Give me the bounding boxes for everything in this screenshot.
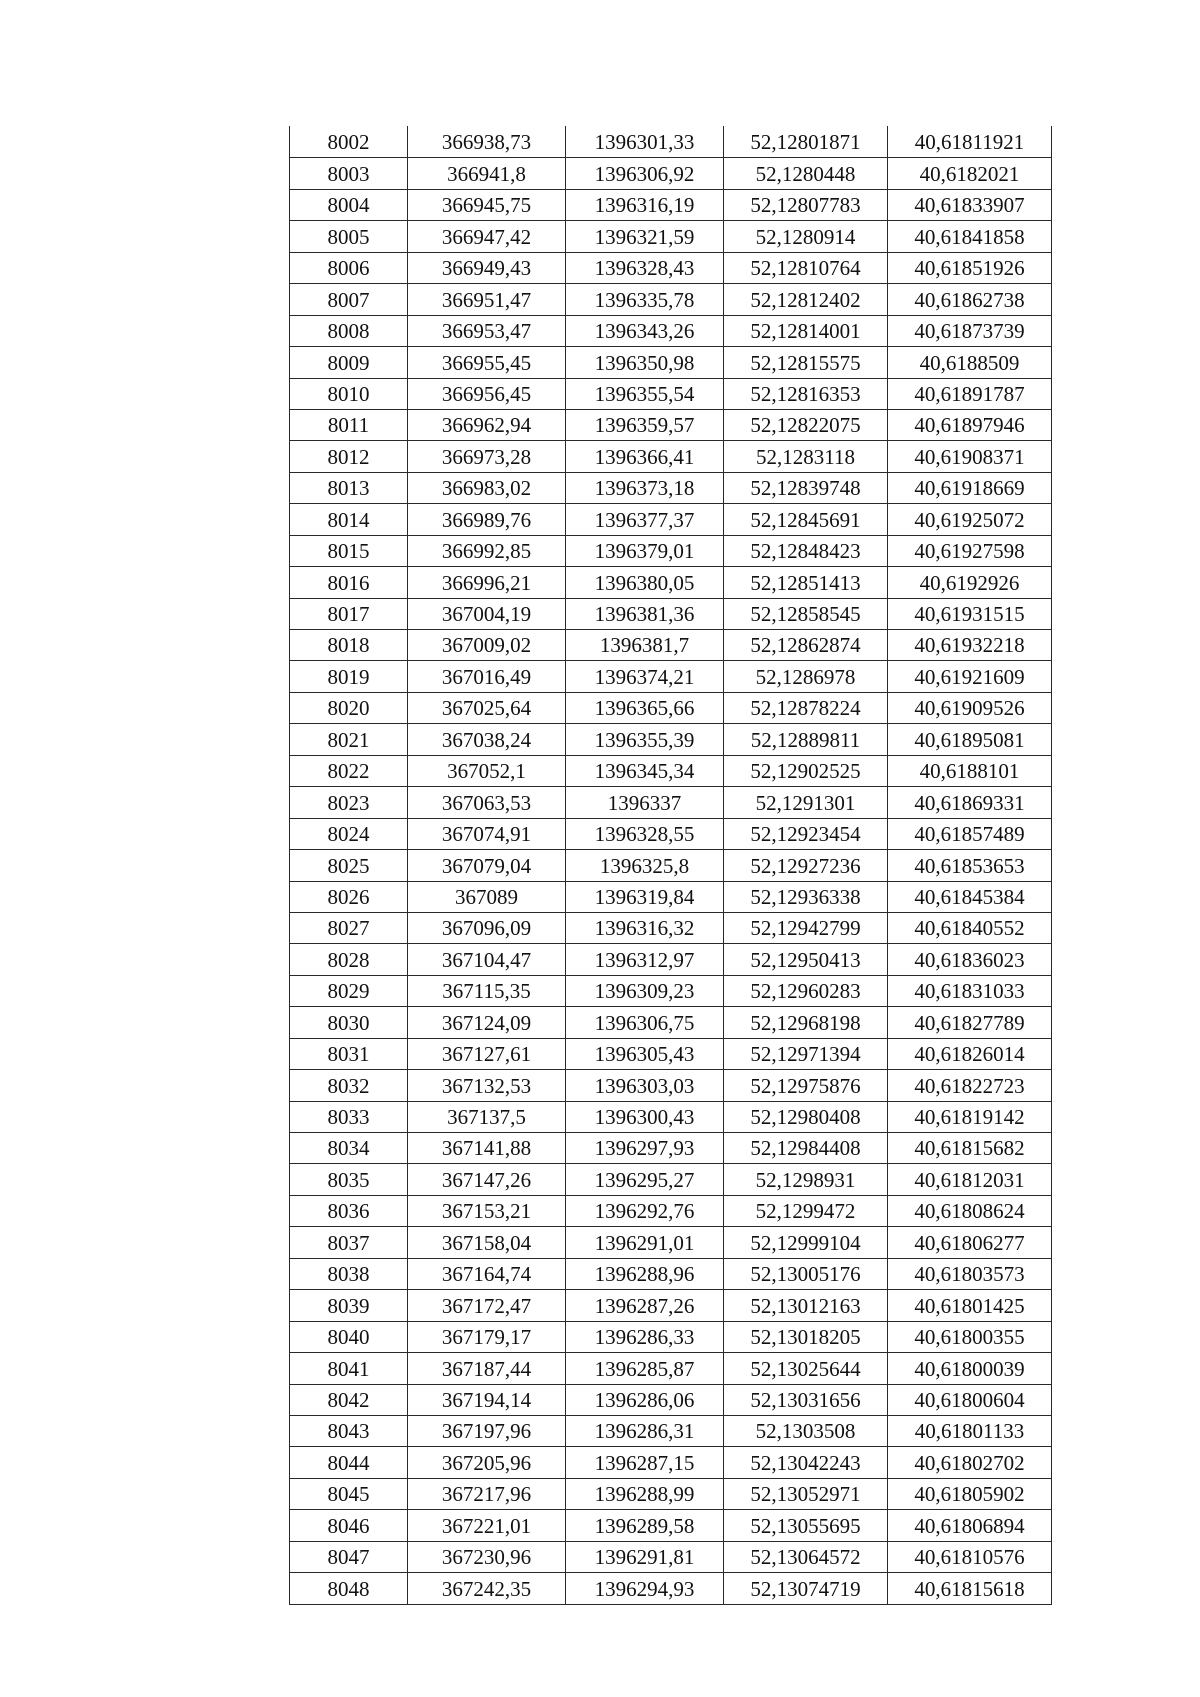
x-coordinate-cell: 367217,96 xyxy=(408,1478,566,1509)
y-coordinate-cell: 1396337 xyxy=(566,787,724,818)
coordinates-table xyxy=(289,126,1052,1605)
point-number-cell: 8048 xyxy=(290,1573,408,1604)
point-number-cell: 8041 xyxy=(290,1353,408,1384)
x-coordinate-cell: 367132,53 xyxy=(408,1070,566,1101)
table-row xyxy=(290,1070,1052,1101)
x-coordinate-cell: 367016,49 xyxy=(408,661,566,692)
point-number-cell: 8026 xyxy=(290,881,408,912)
y-coordinate-cell: 1396286,31 xyxy=(566,1415,724,1446)
point-number-cell: 8044 xyxy=(290,1447,408,1478)
longitude-cell: 40,61801425 xyxy=(888,1290,1052,1321)
y-coordinate-cell: 1396287,26 xyxy=(566,1290,724,1321)
longitude-cell: 40,61801133 xyxy=(888,1415,1052,1446)
table-row xyxy=(290,1541,1052,1572)
y-coordinate-cell: 1396328,43 xyxy=(566,252,724,283)
table-row xyxy=(290,1133,1052,1164)
longitude-cell: 40,61897946 xyxy=(888,409,1052,440)
latitude-cell: 52,1280914 xyxy=(724,221,888,252)
x-coordinate-cell: 366983,02 xyxy=(408,472,566,503)
longitude-cell: 40,61921609 xyxy=(888,661,1052,692)
longitude-cell: 40,61851926 xyxy=(888,252,1052,283)
point-number-cell: 8003 xyxy=(290,158,408,189)
latitude-cell: 52,12810764 xyxy=(724,252,888,283)
longitude-cell: 40,6182021 xyxy=(888,158,1052,189)
point-number-cell: 8045 xyxy=(290,1478,408,1509)
latitude-cell: 52,13064572 xyxy=(724,1541,888,1572)
table-row xyxy=(290,787,1052,818)
latitude-cell: 52,12807783 xyxy=(724,189,888,220)
y-coordinate-cell: 1396294,93 xyxy=(566,1573,724,1604)
table-row xyxy=(290,567,1052,598)
x-coordinate-cell: 367063,53 xyxy=(408,787,566,818)
y-coordinate-cell: 1396381,36 xyxy=(566,598,724,629)
x-coordinate-cell: 367187,44 xyxy=(408,1353,566,1384)
longitude-cell: 40,61803573 xyxy=(888,1258,1052,1289)
x-coordinate-cell: 366992,85 xyxy=(408,535,566,566)
table-row xyxy=(290,441,1052,472)
x-coordinate-cell: 367089 xyxy=(408,881,566,912)
point-number-cell: 8007 xyxy=(290,284,408,315)
y-coordinate-cell: 1396373,18 xyxy=(566,472,724,503)
point-number-cell: 8018 xyxy=(290,630,408,661)
table-row xyxy=(290,818,1052,849)
latitude-cell: 52,12902525 xyxy=(724,755,888,786)
latitude-cell: 52,12923454 xyxy=(724,818,888,849)
latitude-cell: 52,12936338 xyxy=(724,881,888,912)
point-number-cell: 8014 xyxy=(290,504,408,535)
x-coordinate-cell: 367137,5 xyxy=(408,1101,566,1132)
x-coordinate-cell: 367172,47 xyxy=(408,1290,566,1321)
y-coordinate-cell: 1396297,93 xyxy=(566,1133,724,1164)
x-coordinate-cell: 367164,74 xyxy=(408,1258,566,1289)
table-row xyxy=(290,378,1052,409)
latitude-cell: 52,1303508 xyxy=(724,1415,888,1446)
point-number-cell: 8013 xyxy=(290,472,408,503)
latitude-cell: 52,12845691 xyxy=(724,504,888,535)
latitude-cell: 52,12878224 xyxy=(724,692,888,723)
point-number-cell: 8022 xyxy=(290,755,408,786)
point-number-cell: 8004 xyxy=(290,189,408,220)
table-row xyxy=(290,1573,1052,1604)
point-number-cell: 8017 xyxy=(290,598,408,629)
x-coordinate-cell: 367153,21 xyxy=(408,1195,566,1226)
table-row xyxy=(290,535,1052,566)
table-row xyxy=(290,347,1052,378)
latitude-cell: 52,1299472 xyxy=(724,1195,888,1226)
x-coordinate-cell: 367009,02 xyxy=(408,630,566,661)
x-coordinate-cell: 367158,04 xyxy=(408,1227,566,1258)
point-number-cell: 8047 xyxy=(290,1541,408,1572)
longitude-cell: 40,61831033 xyxy=(888,975,1052,1006)
x-coordinate-cell: 367221,01 xyxy=(408,1510,566,1541)
longitude-cell: 40,61800604 xyxy=(888,1384,1052,1415)
longitude-cell: 40,61833907 xyxy=(888,189,1052,220)
latitude-cell: 52,13031656 xyxy=(724,1384,888,1415)
longitude-cell: 40,61811921 xyxy=(888,127,1052,158)
latitude-cell: 52,12851413 xyxy=(724,567,888,598)
latitude-cell: 52,12814001 xyxy=(724,315,888,346)
longitude-cell: 40,61853653 xyxy=(888,850,1052,881)
point-number-cell: 8009 xyxy=(290,347,408,378)
x-coordinate-cell: 367197,96 xyxy=(408,1415,566,1446)
point-number-cell: 8046 xyxy=(290,1510,408,1541)
x-coordinate-cell: 366949,43 xyxy=(408,252,566,283)
table-row xyxy=(290,1384,1052,1415)
y-coordinate-cell: 1396316,32 xyxy=(566,912,724,943)
y-coordinate-cell: 1396345,34 xyxy=(566,755,724,786)
table-row xyxy=(290,850,1052,881)
y-coordinate-cell: 1396306,75 xyxy=(566,1007,724,1038)
latitude-cell: 52,12848423 xyxy=(724,535,888,566)
latitude-cell: 52,12862874 xyxy=(724,630,888,661)
longitude-cell: 40,61827789 xyxy=(888,1007,1052,1038)
x-coordinate-cell: 367147,26 xyxy=(408,1164,566,1195)
y-coordinate-cell: 1396285,87 xyxy=(566,1353,724,1384)
latitude-cell: 52,12984408 xyxy=(724,1133,888,1164)
y-coordinate-cell: 1396289,58 xyxy=(566,1510,724,1541)
latitude-cell: 52,13074719 xyxy=(724,1573,888,1604)
x-coordinate-cell: 366947,42 xyxy=(408,221,566,252)
point-number-cell: 8002 xyxy=(290,127,408,158)
x-coordinate-cell: 367194,14 xyxy=(408,1384,566,1415)
table-row xyxy=(290,912,1052,943)
x-coordinate-cell: 366996,21 xyxy=(408,567,566,598)
table-row xyxy=(290,1164,1052,1195)
y-coordinate-cell: 1396379,01 xyxy=(566,535,724,566)
y-coordinate-cell: 1396288,99 xyxy=(566,1478,724,1509)
x-coordinate-cell: 367074,91 xyxy=(408,818,566,849)
x-coordinate-cell: 367124,09 xyxy=(408,1007,566,1038)
point-number-cell: 8011 xyxy=(290,409,408,440)
longitude-cell: 40,61869331 xyxy=(888,787,1052,818)
longitude-cell: 40,61927598 xyxy=(888,535,1052,566)
point-number-cell: 8019 xyxy=(290,661,408,692)
longitude-cell: 40,61815682 xyxy=(888,1133,1052,1164)
y-coordinate-cell: 1396286,06 xyxy=(566,1384,724,1415)
longitude-cell: 40,61932218 xyxy=(888,630,1052,661)
latitude-cell: 52,12968198 xyxy=(724,1007,888,1038)
x-coordinate-cell: 367179,17 xyxy=(408,1321,566,1352)
table-row xyxy=(290,1510,1052,1541)
coordinates-table-body xyxy=(290,127,1052,1605)
y-coordinate-cell: 1396321,59 xyxy=(566,221,724,252)
table-row xyxy=(290,1415,1052,1446)
latitude-cell: 52,13055695 xyxy=(724,1510,888,1541)
longitude-cell: 40,6188509 xyxy=(888,347,1052,378)
x-coordinate-cell: 366956,45 xyxy=(408,378,566,409)
point-number-cell: 8033 xyxy=(290,1101,408,1132)
table-row xyxy=(290,189,1052,220)
latitude-cell: 52,12815575 xyxy=(724,347,888,378)
y-coordinate-cell: 1396292,76 xyxy=(566,1195,724,1226)
table-row xyxy=(290,284,1052,315)
table-row xyxy=(290,504,1052,535)
latitude-cell: 52,12971394 xyxy=(724,1038,888,1069)
table-row xyxy=(290,409,1052,440)
y-coordinate-cell: 1396377,37 xyxy=(566,504,724,535)
latitude-cell: 52,13052971 xyxy=(724,1478,888,1509)
table-row xyxy=(290,1227,1052,1258)
latitude-cell: 52,12816353 xyxy=(724,378,888,409)
point-number-cell: 8032 xyxy=(290,1070,408,1101)
latitude-cell: 52,12889811 xyxy=(724,724,888,755)
latitude-cell: 52,13005176 xyxy=(724,1258,888,1289)
latitude-cell: 52,12950413 xyxy=(724,944,888,975)
y-coordinate-cell: 1396374,21 xyxy=(566,661,724,692)
table-row xyxy=(290,598,1052,629)
x-coordinate-cell: 366962,94 xyxy=(408,409,566,440)
point-number-cell: 8023 xyxy=(290,787,408,818)
point-number-cell: 8020 xyxy=(290,692,408,723)
longitude-cell: 40,6188101 xyxy=(888,755,1052,786)
table-row xyxy=(290,1195,1052,1226)
y-coordinate-cell: 1396365,66 xyxy=(566,692,724,723)
longitude-cell: 40,61812031 xyxy=(888,1164,1052,1195)
latitude-cell: 52,12960283 xyxy=(724,975,888,1006)
table-row xyxy=(290,944,1052,975)
table-row xyxy=(290,1101,1052,1132)
x-coordinate-cell: 367230,96 xyxy=(408,1541,566,1572)
longitude-cell: 40,61836023 xyxy=(888,944,1052,975)
x-coordinate-cell: 366955,45 xyxy=(408,347,566,378)
point-number-cell: 8039 xyxy=(290,1290,408,1321)
point-number-cell: 8021 xyxy=(290,724,408,755)
x-coordinate-cell: 366989,76 xyxy=(408,504,566,535)
table-row xyxy=(290,975,1052,1006)
longitude-cell: 40,61918669 xyxy=(888,472,1052,503)
point-number-cell: 8031 xyxy=(290,1038,408,1069)
table-row xyxy=(290,1007,1052,1038)
table-row xyxy=(290,1321,1052,1352)
point-number-cell: 8030 xyxy=(290,1007,408,1038)
latitude-cell: 52,12942799 xyxy=(724,912,888,943)
table-row xyxy=(290,315,1052,346)
x-coordinate-cell: 367038,24 xyxy=(408,724,566,755)
table-row xyxy=(290,755,1052,786)
longitude-cell: 40,61826014 xyxy=(888,1038,1052,1069)
y-coordinate-cell: 1396300,43 xyxy=(566,1101,724,1132)
latitude-cell: 52,12980408 xyxy=(724,1101,888,1132)
point-number-cell: 8024 xyxy=(290,818,408,849)
x-coordinate-cell: 367096,09 xyxy=(408,912,566,943)
table-row xyxy=(290,724,1052,755)
point-number-cell: 8029 xyxy=(290,975,408,1006)
longitude-cell: 40,61800039 xyxy=(888,1353,1052,1384)
point-number-cell: 8010 xyxy=(290,378,408,409)
latitude-cell: 52,12999104 xyxy=(724,1227,888,1258)
y-coordinate-cell: 1396381,7 xyxy=(566,630,724,661)
longitude-cell: 40,61873739 xyxy=(888,315,1052,346)
point-number-cell: 8008 xyxy=(290,315,408,346)
point-number-cell: 8015 xyxy=(290,535,408,566)
point-number-cell: 8006 xyxy=(290,252,408,283)
longitude-cell: 40,61862738 xyxy=(888,284,1052,315)
latitude-cell: 52,12822075 xyxy=(724,409,888,440)
y-coordinate-cell: 1396319,84 xyxy=(566,881,724,912)
longitude-cell: 40,61808624 xyxy=(888,1195,1052,1226)
latitude-cell: 52,12812402 xyxy=(724,284,888,315)
table-row xyxy=(290,661,1052,692)
table-row xyxy=(290,252,1052,283)
longitude-cell: 40,61815618 xyxy=(888,1573,1052,1604)
latitude-cell: 52,13042243 xyxy=(724,1447,888,1478)
longitude-cell: 40,61891787 xyxy=(888,378,1052,409)
latitude-cell: 52,12975876 xyxy=(724,1070,888,1101)
y-coordinate-cell: 1396309,23 xyxy=(566,975,724,1006)
table-row xyxy=(290,1353,1052,1384)
y-coordinate-cell: 1396295,27 xyxy=(566,1164,724,1195)
longitude-cell: 40,61822723 xyxy=(888,1070,1052,1101)
x-coordinate-cell: 367079,04 xyxy=(408,850,566,881)
longitude-cell: 40,61925072 xyxy=(888,504,1052,535)
latitude-cell: 52,1283118 xyxy=(724,441,888,472)
latitude-cell: 52,13018205 xyxy=(724,1321,888,1352)
longitude-cell: 40,61805902 xyxy=(888,1478,1052,1509)
table-row xyxy=(290,1258,1052,1289)
table-row xyxy=(290,221,1052,252)
latitude-cell: 52,1291301 xyxy=(724,787,888,818)
longitude-cell: 40,61800355 xyxy=(888,1321,1052,1352)
point-number-cell: 8035 xyxy=(290,1164,408,1195)
point-number-cell: 8016 xyxy=(290,567,408,598)
x-coordinate-cell: 366941,8 xyxy=(408,158,566,189)
x-coordinate-cell: 367242,35 xyxy=(408,1573,566,1604)
y-coordinate-cell: 1396291,01 xyxy=(566,1227,724,1258)
y-coordinate-cell: 1396291,81 xyxy=(566,1541,724,1572)
y-coordinate-cell: 1396350,98 xyxy=(566,347,724,378)
latitude-cell: 52,1280448 xyxy=(724,158,888,189)
point-number-cell: 8025 xyxy=(290,850,408,881)
point-number-cell: 8012 xyxy=(290,441,408,472)
point-number-cell: 8042 xyxy=(290,1384,408,1415)
y-coordinate-cell: 1396316,19 xyxy=(566,189,724,220)
x-coordinate-cell: 367205,96 xyxy=(408,1447,566,1478)
longitude-cell: 40,61857489 xyxy=(888,818,1052,849)
longitude-cell: 40,61841858 xyxy=(888,221,1052,252)
y-coordinate-cell: 1396366,41 xyxy=(566,441,724,472)
longitude-cell: 40,61908371 xyxy=(888,441,1052,472)
y-coordinate-cell: 1396325,8 xyxy=(566,850,724,881)
table-row xyxy=(290,630,1052,661)
latitude-cell: 52,12927236 xyxy=(724,850,888,881)
x-coordinate-cell: 367115,35 xyxy=(408,975,566,1006)
latitude-cell: 52,13012163 xyxy=(724,1290,888,1321)
latitude-cell: 52,1298931 xyxy=(724,1164,888,1195)
x-coordinate-cell: 366951,47 xyxy=(408,284,566,315)
point-number-cell: 8043 xyxy=(290,1415,408,1446)
table-row xyxy=(290,1447,1052,1478)
x-coordinate-cell: 366973,28 xyxy=(408,441,566,472)
table-row xyxy=(290,1290,1052,1321)
point-number-cell: 8034 xyxy=(290,1133,408,1164)
longitude-cell: 40,61895081 xyxy=(888,724,1052,755)
x-coordinate-cell: 366945,75 xyxy=(408,189,566,220)
longitude-cell: 40,6192926 xyxy=(888,567,1052,598)
point-number-cell: 8037 xyxy=(290,1227,408,1258)
longitude-cell: 40,61802702 xyxy=(888,1447,1052,1478)
latitude-cell: 52,12858545 xyxy=(724,598,888,629)
point-number-cell: 8028 xyxy=(290,944,408,975)
point-number-cell: 8040 xyxy=(290,1321,408,1352)
longitude-cell: 40,61806277 xyxy=(888,1227,1052,1258)
y-coordinate-cell: 1396328,55 xyxy=(566,818,724,849)
point-number-cell: 8038 xyxy=(290,1258,408,1289)
y-coordinate-cell: 1396355,39 xyxy=(566,724,724,755)
table-row xyxy=(290,127,1052,158)
latitude-cell: 52,12839748 xyxy=(724,472,888,503)
longitude-cell: 40,61810576 xyxy=(888,1541,1052,1572)
table-row xyxy=(290,472,1052,503)
y-coordinate-cell: 1396301,33 xyxy=(566,127,724,158)
y-coordinate-cell: 1396287,15 xyxy=(566,1447,724,1478)
x-coordinate-cell: 367127,61 xyxy=(408,1038,566,1069)
y-coordinate-cell: 1396306,92 xyxy=(566,158,724,189)
y-coordinate-cell: 1396343,26 xyxy=(566,315,724,346)
table-row xyxy=(290,881,1052,912)
y-coordinate-cell: 1396355,54 xyxy=(566,378,724,409)
table-row xyxy=(290,692,1052,723)
x-coordinate-cell: 367025,64 xyxy=(408,692,566,723)
longitude-cell: 40,61931515 xyxy=(888,598,1052,629)
y-coordinate-cell: 1396380,05 xyxy=(566,567,724,598)
y-coordinate-cell: 1396335,78 xyxy=(566,284,724,315)
latitude-cell: 52,12801871 xyxy=(724,127,888,158)
longitude-cell: 40,61806894 xyxy=(888,1510,1052,1541)
latitude-cell: 52,13025644 xyxy=(724,1353,888,1384)
y-coordinate-cell: 1396359,57 xyxy=(566,409,724,440)
longitude-cell: 40,61909526 xyxy=(888,692,1052,723)
point-number-cell: 8036 xyxy=(290,1195,408,1226)
longitude-cell: 40,61819142 xyxy=(888,1101,1052,1132)
x-coordinate-cell: 366953,47 xyxy=(408,315,566,346)
y-coordinate-cell: 1396312,97 xyxy=(566,944,724,975)
table-row xyxy=(290,158,1052,189)
y-coordinate-cell: 1396305,43 xyxy=(566,1038,724,1069)
x-coordinate-cell: 367004,19 xyxy=(408,598,566,629)
point-number-cell: 8027 xyxy=(290,912,408,943)
x-coordinate-cell: 367052,1 xyxy=(408,755,566,786)
x-coordinate-cell: 367141,88 xyxy=(408,1133,566,1164)
x-coordinate-cell: 367104,47 xyxy=(408,944,566,975)
y-coordinate-cell: 1396288,96 xyxy=(566,1258,724,1289)
latitude-cell: 52,1286978 xyxy=(724,661,888,692)
y-coordinate-cell: 1396303,03 xyxy=(566,1070,724,1101)
longitude-cell: 40,61845384 xyxy=(888,881,1052,912)
y-coordinate-cell: 1396286,33 xyxy=(566,1321,724,1352)
x-coordinate-cell: 366938,73 xyxy=(408,127,566,158)
table-row xyxy=(290,1038,1052,1069)
table-row xyxy=(290,1478,1052,1509)
longitude-cell: 40,61840552 xyxy=(888,912,1052,943)
point-number-cell: 8005 xyxy=(290,221,408,252)
